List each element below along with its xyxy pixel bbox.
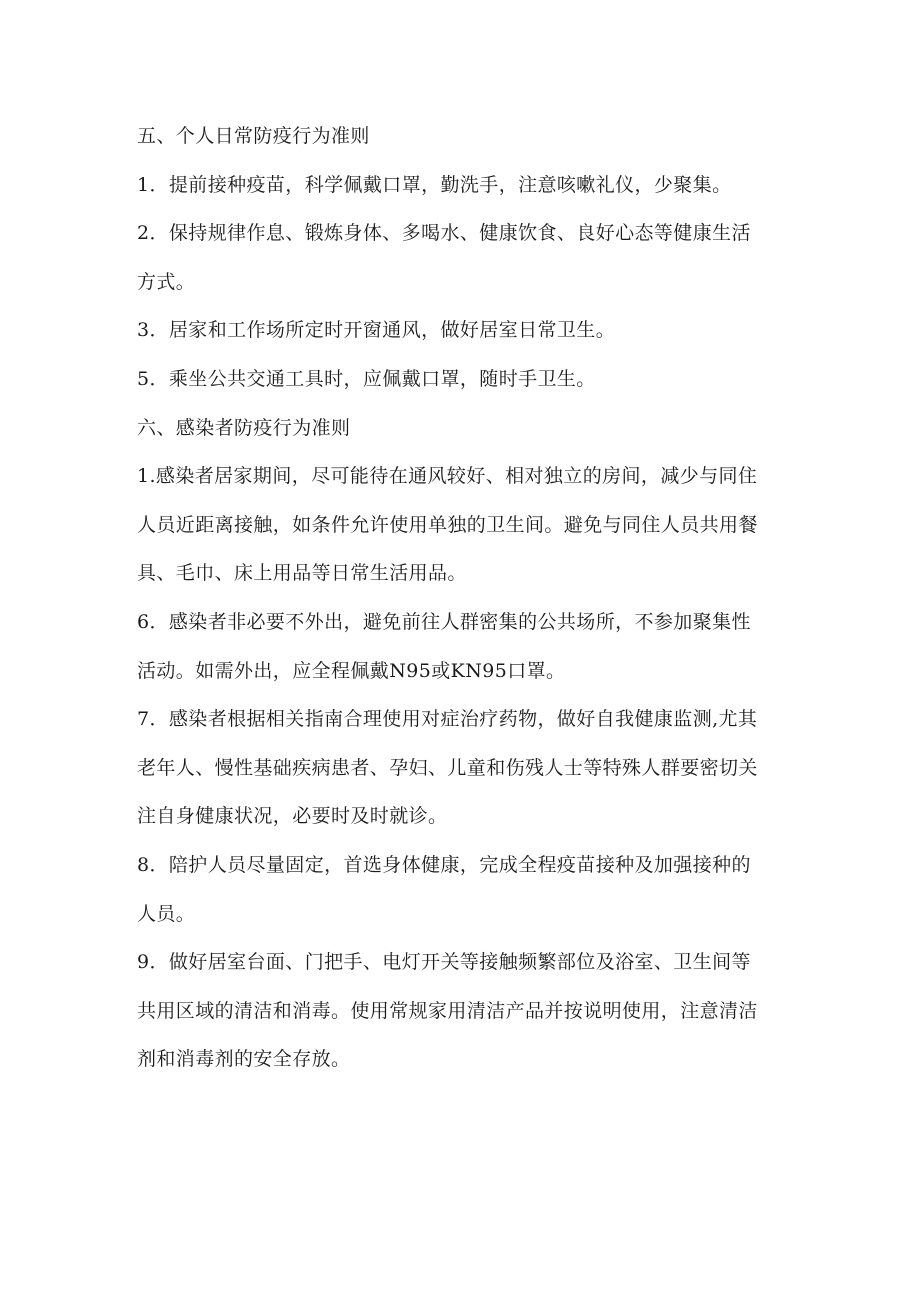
paragraph-line: 2．保持规律作息、锻炼身体、多喝水、健康饮食、良好心态等健康生活	[137, 222, 751, 245]
section-heading-five: 五、个人日常防疫行为准则	[137, 125, 370, 147]
paragraph-line: 8．陪护人员尽量固定，首选身体健康，完成全程疫苗接种及加强接种的	[137, 853, 751, 876]
paragraph-line: 方式。	[137, 270, 196, 293]
document-body	[137, 112, 787, 1084]
paragraph-line: 老年人、慢性基础疾病患者、孕妇、儿童和伤残人士等特殊人群要密切关	[137, 756, 758, 779]
paragraph-line: 9．做好居室台面、门把手、电灯开关等接触频繁部位及浴室、卫生间等	[137, 951, 751, 974]
paragraph-line: 7．感染者根据相关指南合理使用对症治疗药物，做好自我健康监测,尤其	[137, 708, 758, 731]
paragraph-line: 剂和消毒剂的安全存放。	[137, 1048, 351, 1071]
paragraph-line: 具、毛巾、床上用品等日常生活用品。	[137, 562, 467, 585]
paragraph-line: 1．提前接种疫苗，科学佩戴口罩，勤洗手，注意咳嗽礼仪，少聚集。	[137, 173, 732, 196]
paragraph-line: 3．居家和工作场所定时开窗通风，做好居室日常卫生。	[137, 319, 616, 342]
paragraph-line: 注自身健康状况，必要时及时就诊。	[137, 805, 448, 828]
paragraph-line: 6．感染者非必要不外出，避免前往人群密集的公共场所，不参加聚集性	[137, 610, 751, 633]
paragraph-line: 共用区域的清洁和消毒。使用常规家用清洁产品并按说明使用，注意清洁	[137, 999, 758, 1022]
paragraph-line: 1.感染者居家期间，尽可能待在通风较好、相对独立的房间，减少与同住	[137, 465, 758, 488]
paragraph-line: 人员。	[137, 902, 196, 925]
paragraph-line: 人员近距离接触，如条件允许使用单独的卫生间。避免与同住人员共用餐	[137, 513, 758, 536]
paragraph-line: 5．乘坐公共交通工具时，应佩戴口罩，随时手卫生。	[137, 367, 596, 390]
section-heading-six: 六、感染者防疫行为准则	[137, 416, 351, 439]
paragraph-line: 活动。如需外出，应全程佩戴N95或KN95口罩。	[137, 659, 566, 682]
